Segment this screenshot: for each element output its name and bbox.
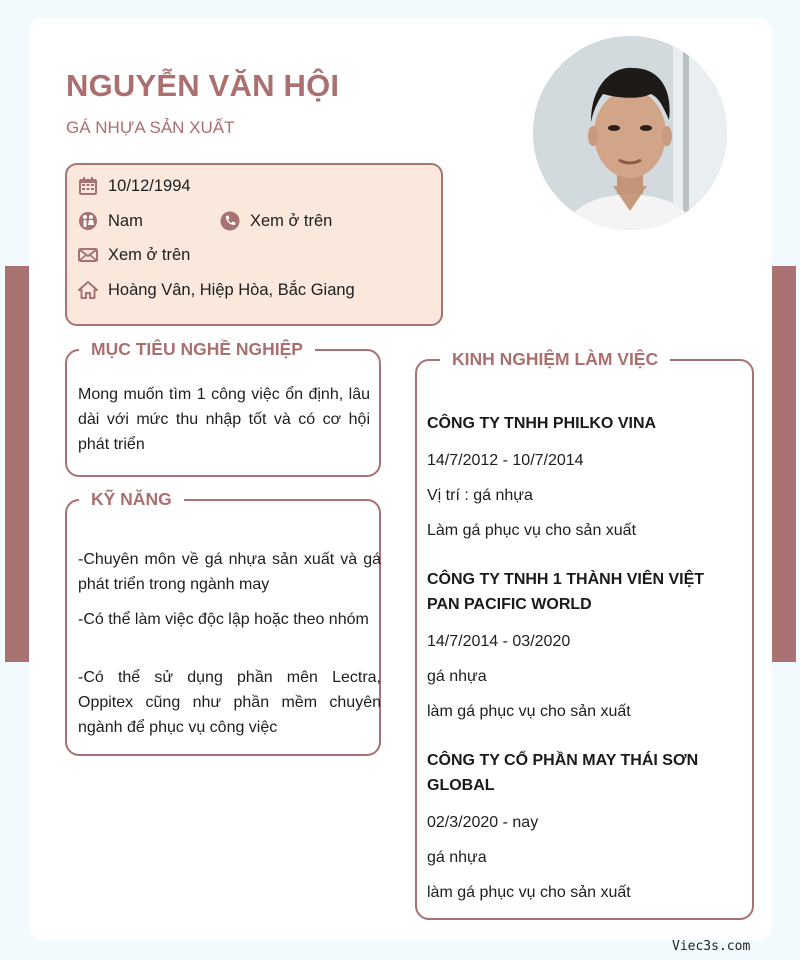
avatar xyxy=(533,36,727,230)
birthday-value: 10/12/1994 xyxy=(108,176,191,195)
job-description: làm gá phục vụ cho sản xuất xyxy=(427,703,631,720)
phone-value: Xem ở trên xyxy=(250,211,333,230)
skill-item: -Có thể sử dụng phần mên Lectra, Oppitex cũng như phần mềm chuyên ngành để phục vụ công việc xyxy=(78,669,381,736)
experience-section xyxy=(415,349,754,920)
email-row xyxy=(77,244,190,266)
job-description: làm gá phục vụ cho sản xuất xyxy=(427,884,631,901)
home-icon xyxy=(77,279,99,301)
job-entry xyxy=(427,748,737,905)
job-title: GÁ NHỰA SẢN XUẤT xyxy=(66,118,235,137)
personal-info-box xyxy=(65,163,443,326)
email-value: Xem ở trên xyxy=(108,245,191,264)
experience-title: KINH NGHIỆM LÀM VIỆC xyxy=(440,349,670,370)
phone-row xyxy=(219,210,332,232)
job-position: gá nhựa xyxy=(427,668,487,685)
skill-item: -Chuyên môn về gá nhựa sản xuất và gá phát triển trong ngành may xyxy=(78,551,381,593)
address-value: Hoàng Vân, Hiệp Hòa, Bắc Giang xyxy=(108,280,355,299)
email-icon xyxy=(77,244,99,266)
watermark: Viec3s.com xyxy=(672,939,751,954)
objective-title: MỤC TIÊU NGHỀ NGHIỆP xyxy=(79,339,315,360)
gender-icon xyxy=(77,210,99,232)
address-row xyxy=(77,279,355,301)
job-company: CÔNG TY CỔ PHẦN MAY THÁI SƠN GLOBAL xyxy=(427,752,699,794)
job-period: 14/7/2014 - 03/2020 xyxy=(427,633,571,650)
job-company: CÔNG TY TNHH PHILKO VINA xyxy=(427,415,657,432)
left-side-band xyxy=(5,266,29,662)
birthday-row xyxy=(77,175,191,197)
gender-row xyxy=(77,210,143,232)
phone-icon xyxy=(219,210,241,232)
skill-item: -Có thể làm việc độc lập hoặc theo nhóm xyxy=(78,611,369,628)
job-description: Làm gá phục vụ cho sản xuất xyxy=(427,522,637,539)
job-position: Vị trí : gá nhựa xyxy=(427,487,533,504)
job-period: 02/3/2020 - nay xyxy=(427,814,539,831)
skills-section xyxy=(65,489,381,756)
right-side-band xyxy=(772,266,796,662)
cv-page xyxy=(29,18,772,940)
objective-section xyxy=(65,339,381,477)
calendar-icon xyxy=(77,175,99,197)
skills-title: KỸ NĂNG xyxy=(79,489,184,510)
gender-value: Nam xyxy=(108,211,143,230)
job-entry xyxy=(427,567,737,724)
job-period: 14/7/2012 - 10/7/2014 xyxy=(427,452,584,469)
job-entry xyxy=(427,411,737,543)
avatar-photo xyxy=(533,36,727,230)
job-company: CÔNG TY TNHH 1 THÀNH VIÊN VIỆT PAN PACIFIC WORLD xyxy=(427,571,705,613)
job-position: gá nhựa xyxy=(427,849,487,866)
objective-text: Mong muốn tìm 1 công việc ổn định, lâu dài với mức thu nhập tốt và có cơ hội phát triển xyxy=(78,386,370,453)
candidate-name: NGUYỄN VĂN HỘI xyxy=(66,68,340,103)
